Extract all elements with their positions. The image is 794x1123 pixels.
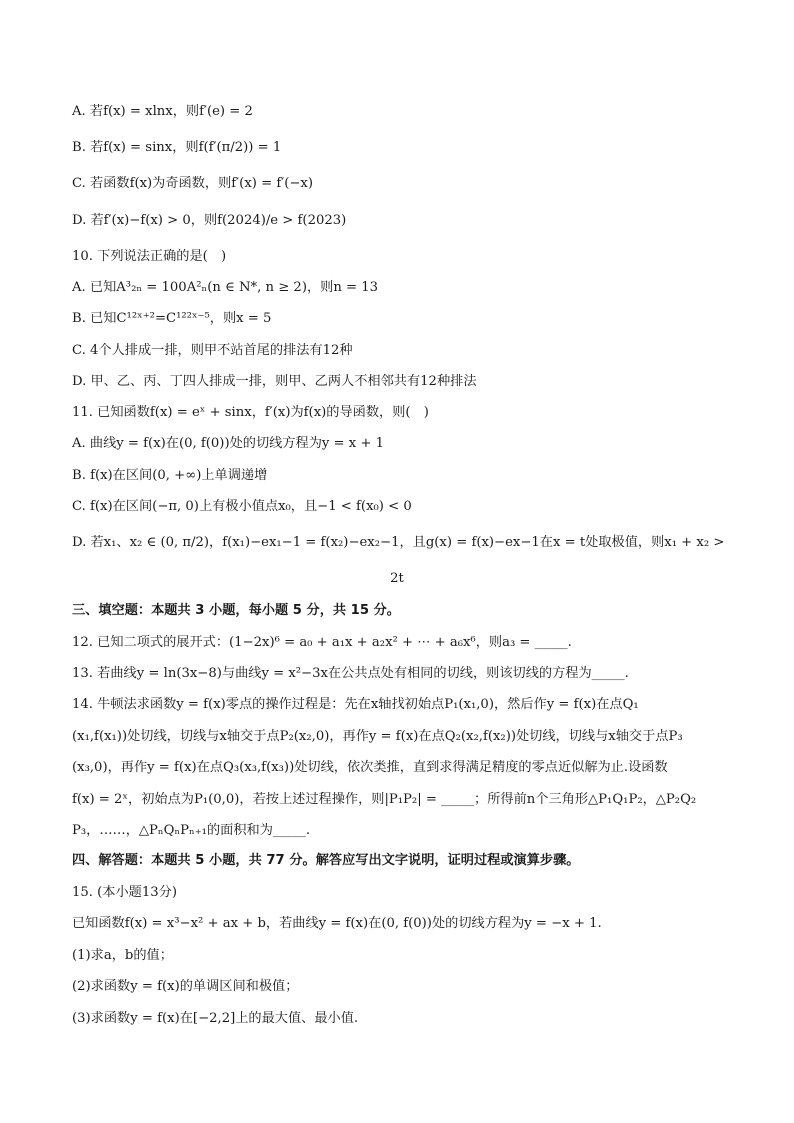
section3-heading: 三、填空题：本题共 3 小题，每小题 5 分，共 15 分。	[72, 603, 400, 618]
q13-text: 13. 若曲线y = ln(3x−8)与曲线y = x²−3x在公共点处有相同的切线，则该切线的方程为_____.	[72, 666, 629, 681]
q11-option-d: D. 若x₁、x₂ ∈ (0, π/2)，f(x₁)−ex₁−1 = f(x₂)−ex₂−1，且g(x) = f(x)−ex−1在x = t处取极值，则x₁ + x₂ >	[72, 535, 725, 550]
q10-option-b: B. 已知C¹²ˣ⁺²=C¹²²ˣ⁻⁵，则x = 5	[72, 311, 272, 326]
q14-line-2: (x₁,f(x₁))处切线，切线与x轴交于点P₂(x₂,0)，再作y = f(x)在点Q₂(x₂,f(x₂))处切线，切线与x轴交于点P₃	[72, 729, 683, 744]
q15-part-2: (2)求函数y = f(x)的单调区间和极值；	[72, 979, 299, 994]
q15-part-3: (3)求函数y = f(x)在[−2,2]上的最大值、最小值.	[72, 1011, 359, 1026]
q14-line-3: (x₃,0)，再作y = f(x)在点Q₃(x₃,f(x₃))处切线，依次类推，直到求得满足精度的零点近似解为止.设函数	[72, 760, 668, 775]
section4-heading: 四、解答题：本题共 5 小题，共 77 分。解答应写出文字说明，证明过程或演算步骤。	[72, 853, 580, 868]
q14-line-1: 14. 牛顿法求函数y = f(x)零点的操作过程是：先在x轴找初始点P₁(x₁,0)，然后作y = f(x)在点Q₁	[72, 697, 639, 712]
q15-title: 15. (本小题13分)	[72, 885, 177, 900]
q10-option-c: C. 4个人排成一排，则甲不站首尾的排法有12种	[72, 343, 353, 358]
q10-option-d: D. 甲、乙、丙、丁四人排成一排，则甲、乙两人不相邻共有12种排法	[72, 374, 477, 389]
q11-option-b: B. f(x)在区间(0, +∞)上单调递增	[72, 468, 268, 483]
q11-option-a: A. 曲线y = f(x)在(0, f(0))处的切线方程为y = x + 1	[72, 436, 385, 451]
q10-stem: 10. 下列说法正确的是( )	[72, 249, 227, 264]
q12-text: 12. 已知二项式的展开式：(1−2x)⁶ = a₀ + a₁x + a₂x² + ⋯ + a₆x⁶，则a₃ = _____.	[72, 635, 572, 650]
q15-part-1: (1)求a，b的值；	[72, 948, 173, 963]
q9-option-c: C. 若函数f(x)为奇函数，则f′(x) = f′(−x)	[72, 176, 313, 191]
q9-option-a: A. 若f(x) = xlnx，则f′(e) = 2	[72, 104, 253, 119]
q14-line-4: f(x) = 2ˣ，初始点为P₁(0,0)，若按上述过程操作，则|P₁P₂| = _____；所得前n个三角形△P₁Q₁P₂，△P₂Q₂	[72, 792, 697, 807]
q11-option-d-tail: 2t	[390, 571, 404, 586]
q9-option-d: D. 若f′(x)−f(x) > 0，则f(2024)/e > f(2023)	[72, 213, 347, 228]
q9-option-b: B. 若f(x) = sinx，则f(f′(π/2)) = 1	[72, 140, 282, 155]
q15-stem: 已知函数f(x) = x³−x² + ax + b，若曲线y = f(x)在(0, f(0))处的切线方程为y = −x + 1.	[72, 916, 602, 931]
q14-line-5: P₃，……，△PₙQₙPₙ₊₁的面积和为_____.	[72, 823, 311, 838]
q10-option-a: A. 已知A³₂ₙ = 100A²ₙ(n ∈ N*, n ≥ 2)，则n = 13	[72, 280, 379, 295]
q11-stem: 11. 已知函数f(x) = eˣ + sinx，f′(x)为f(x)的导函数，则( )	[72, 405, 429, 420]
q11-option-c: C. f(x)在区间(−π, 0)上有极小值点x₀，且−1 < f(x₀) < 0	[72, 499, 412, 514]
